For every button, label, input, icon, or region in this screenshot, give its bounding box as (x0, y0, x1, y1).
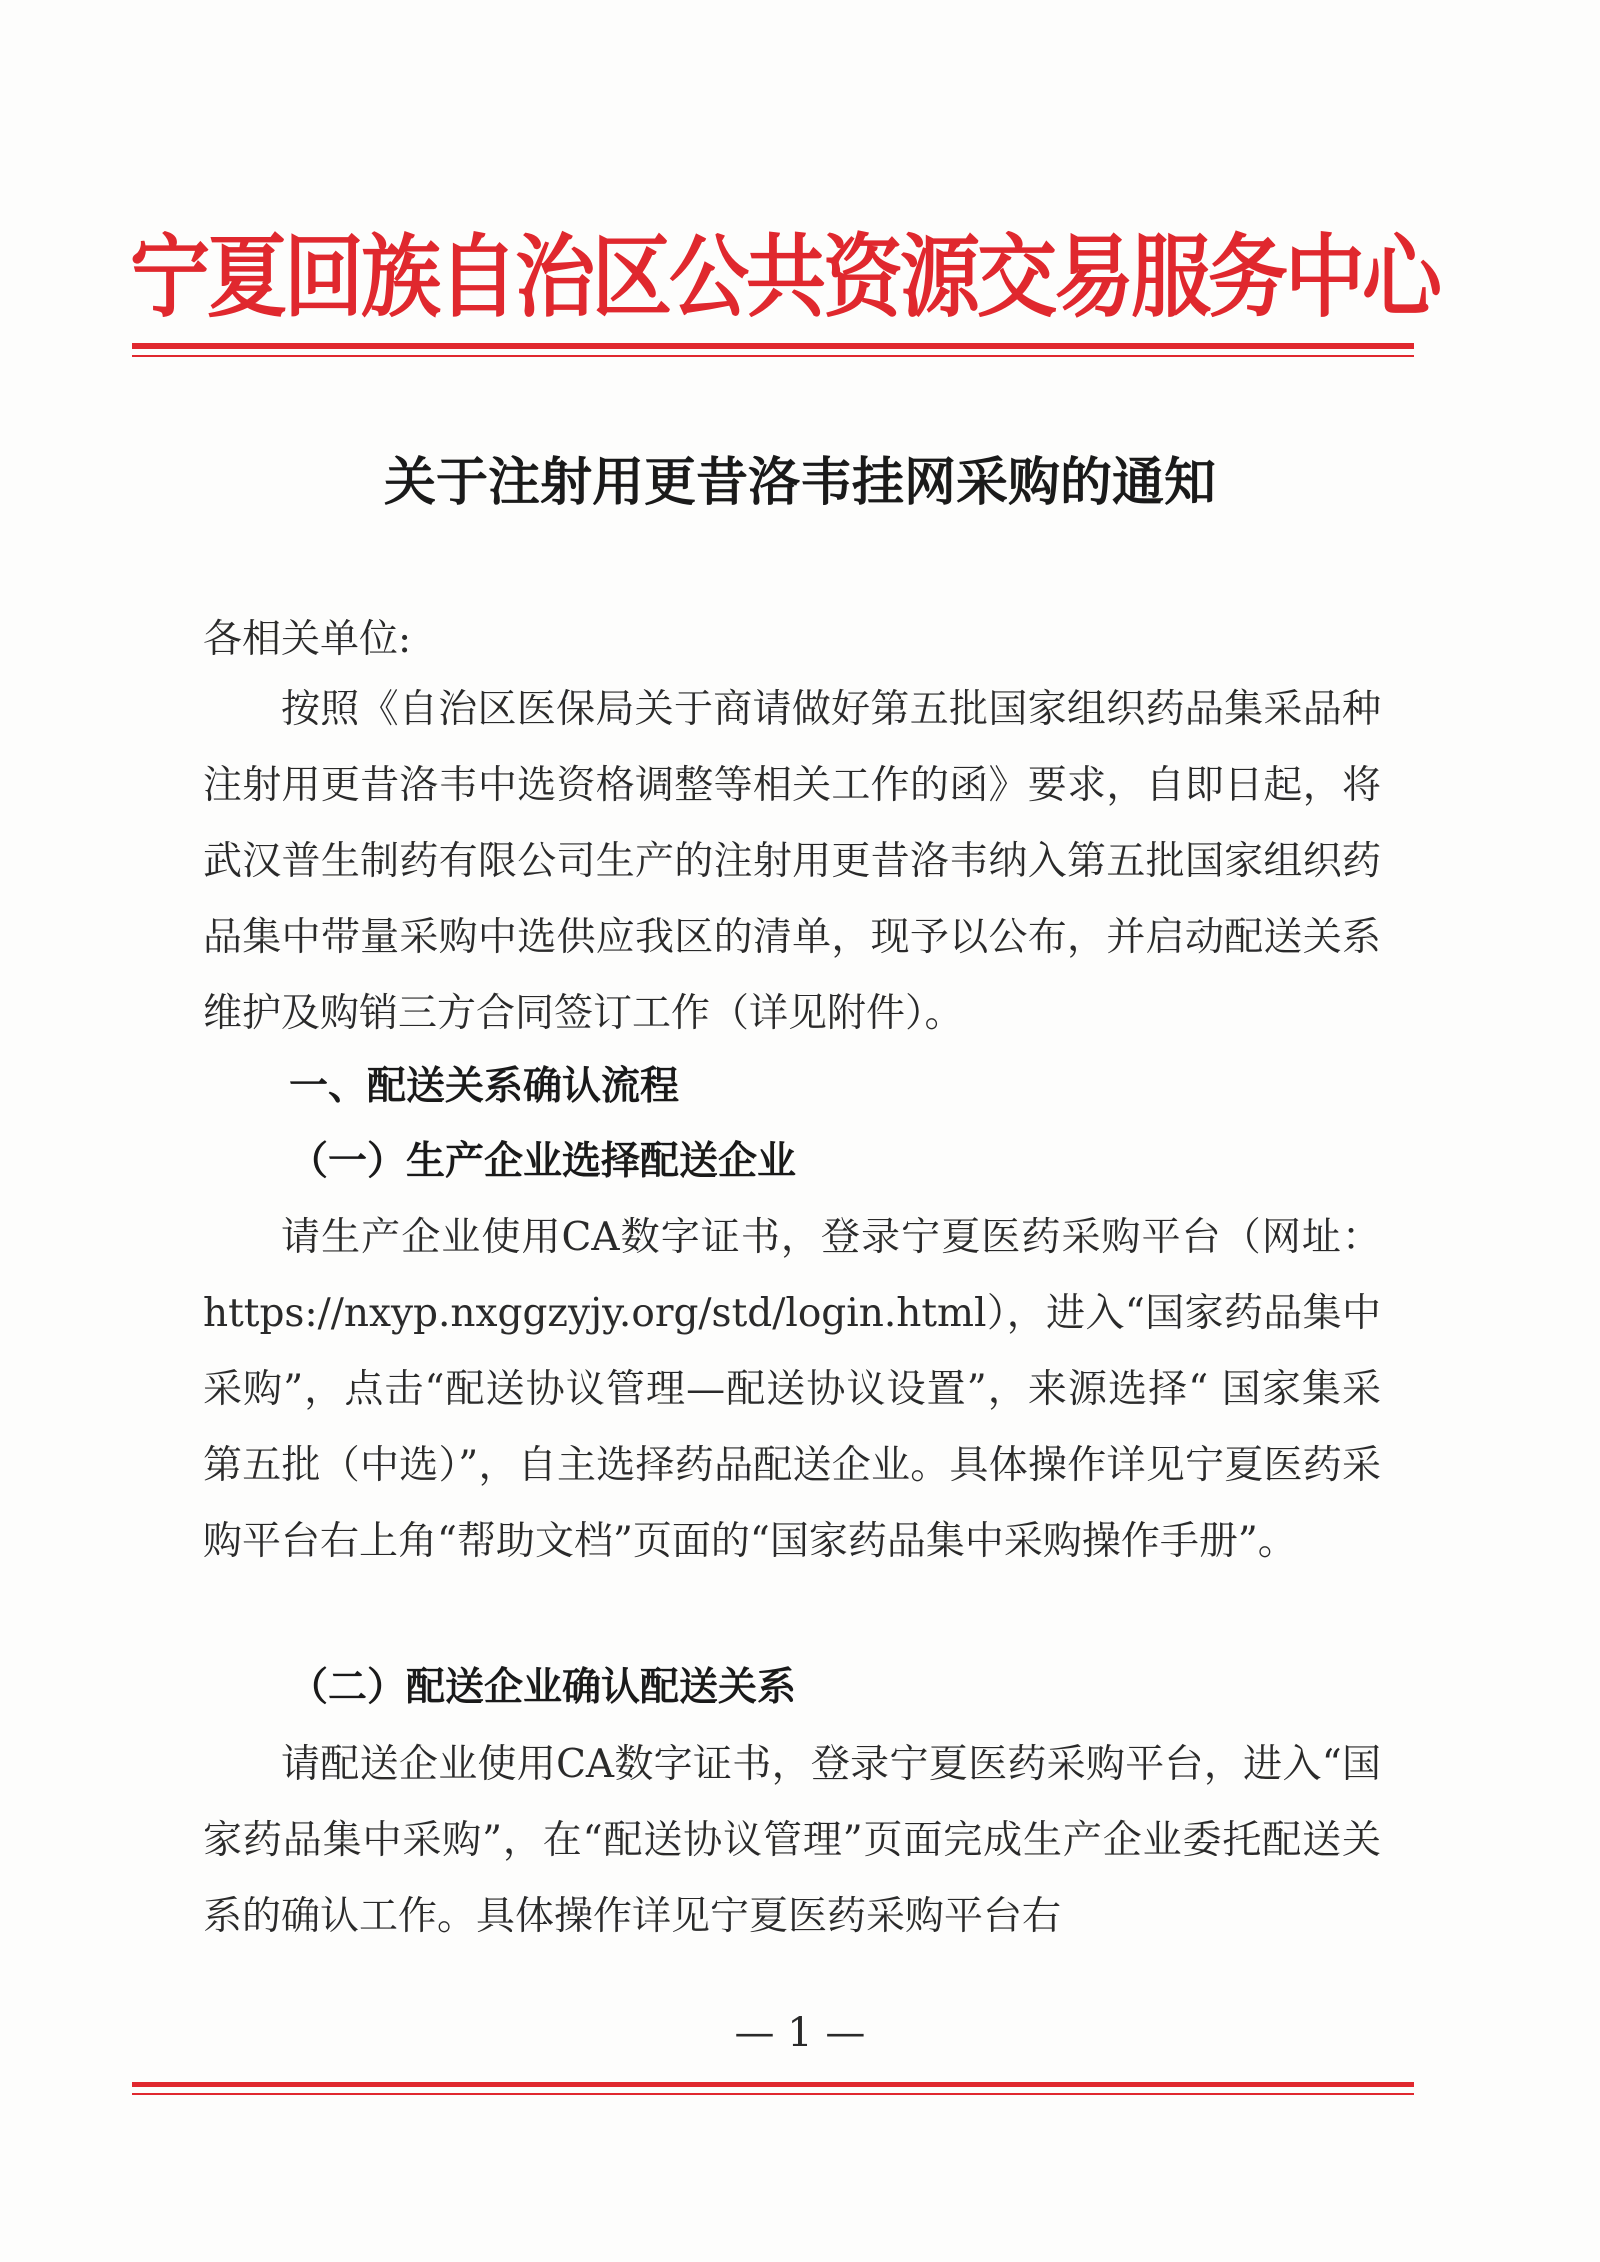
salutation: 各相关单位: (203, 617, 412, 662)
paragraph-producer-steps: 请生产企业使用CA数字证书，登录宁夏医药采购平台（网址：https://nxyp.nxggzyjy.org/std/login.html），进入“国家药品集中采购”，点击“配送协议管理—配送协议设置”，来源选择“ 国家集采第五批（中选）”，自主选择药品配送企业。具体操作详见宁夏医药采购平台右上角“帮助文档”页面的“国家药品集中采购操作手册”。 (203, 1215, 1381, 1564)
document-title: 关于注射用更昔洛韦挂网采购的通知 (383, 453, 1216, 513)
header-rule-thin (132, 355, 1414, 357)
paragraph-distributor-steps: 请配送企业使用CA数字证书，登录宁夏医药采购平台，进入“国家药品集中采购”，在“配送协议管理”页面完成生产企业委托配送关系的确认工作。具体操作详见宁夏医药采购平台右 (203, 1742, 1381, 1939)
section-heading-1: 一、配送关系确认流程 (289, 1064, 680, 1109)
subsection-heading-1: （一）生产企业选择配送企业 (289, 1139, 797, 1184)
paragraph-intro: 按照《自治区医保局关于商请做好第五批国家组织药品集采品种注射用更昔洛韦中选资格调整等相关工作的函》要求，自即日起，将武汉普生制药有限公司生产的注射用更昔洛韦纳入第五批国家组织药品集中带量采购中选供应我区的清单，现予以公布，并启动配送关系维护及购销三方合同签订工作（详见附件）。 (203, 687, 1381, 1036)
subsection-heading-2: （二）配送企业确认配送关系 (289, 1665, 797, 1710)
footer-rule-thin (132, 2093, 1414, 2095)
organization-header: 宁夏回族自治区公共资源交易服务中心 (130, 225, 1439, 330)
header-rule-thick (132, 343, 1414, 349)
page-number: — 1 — (734, 2010, 866, 2056)
footer-rule-thick (132, 2082, 1414, 2087)
